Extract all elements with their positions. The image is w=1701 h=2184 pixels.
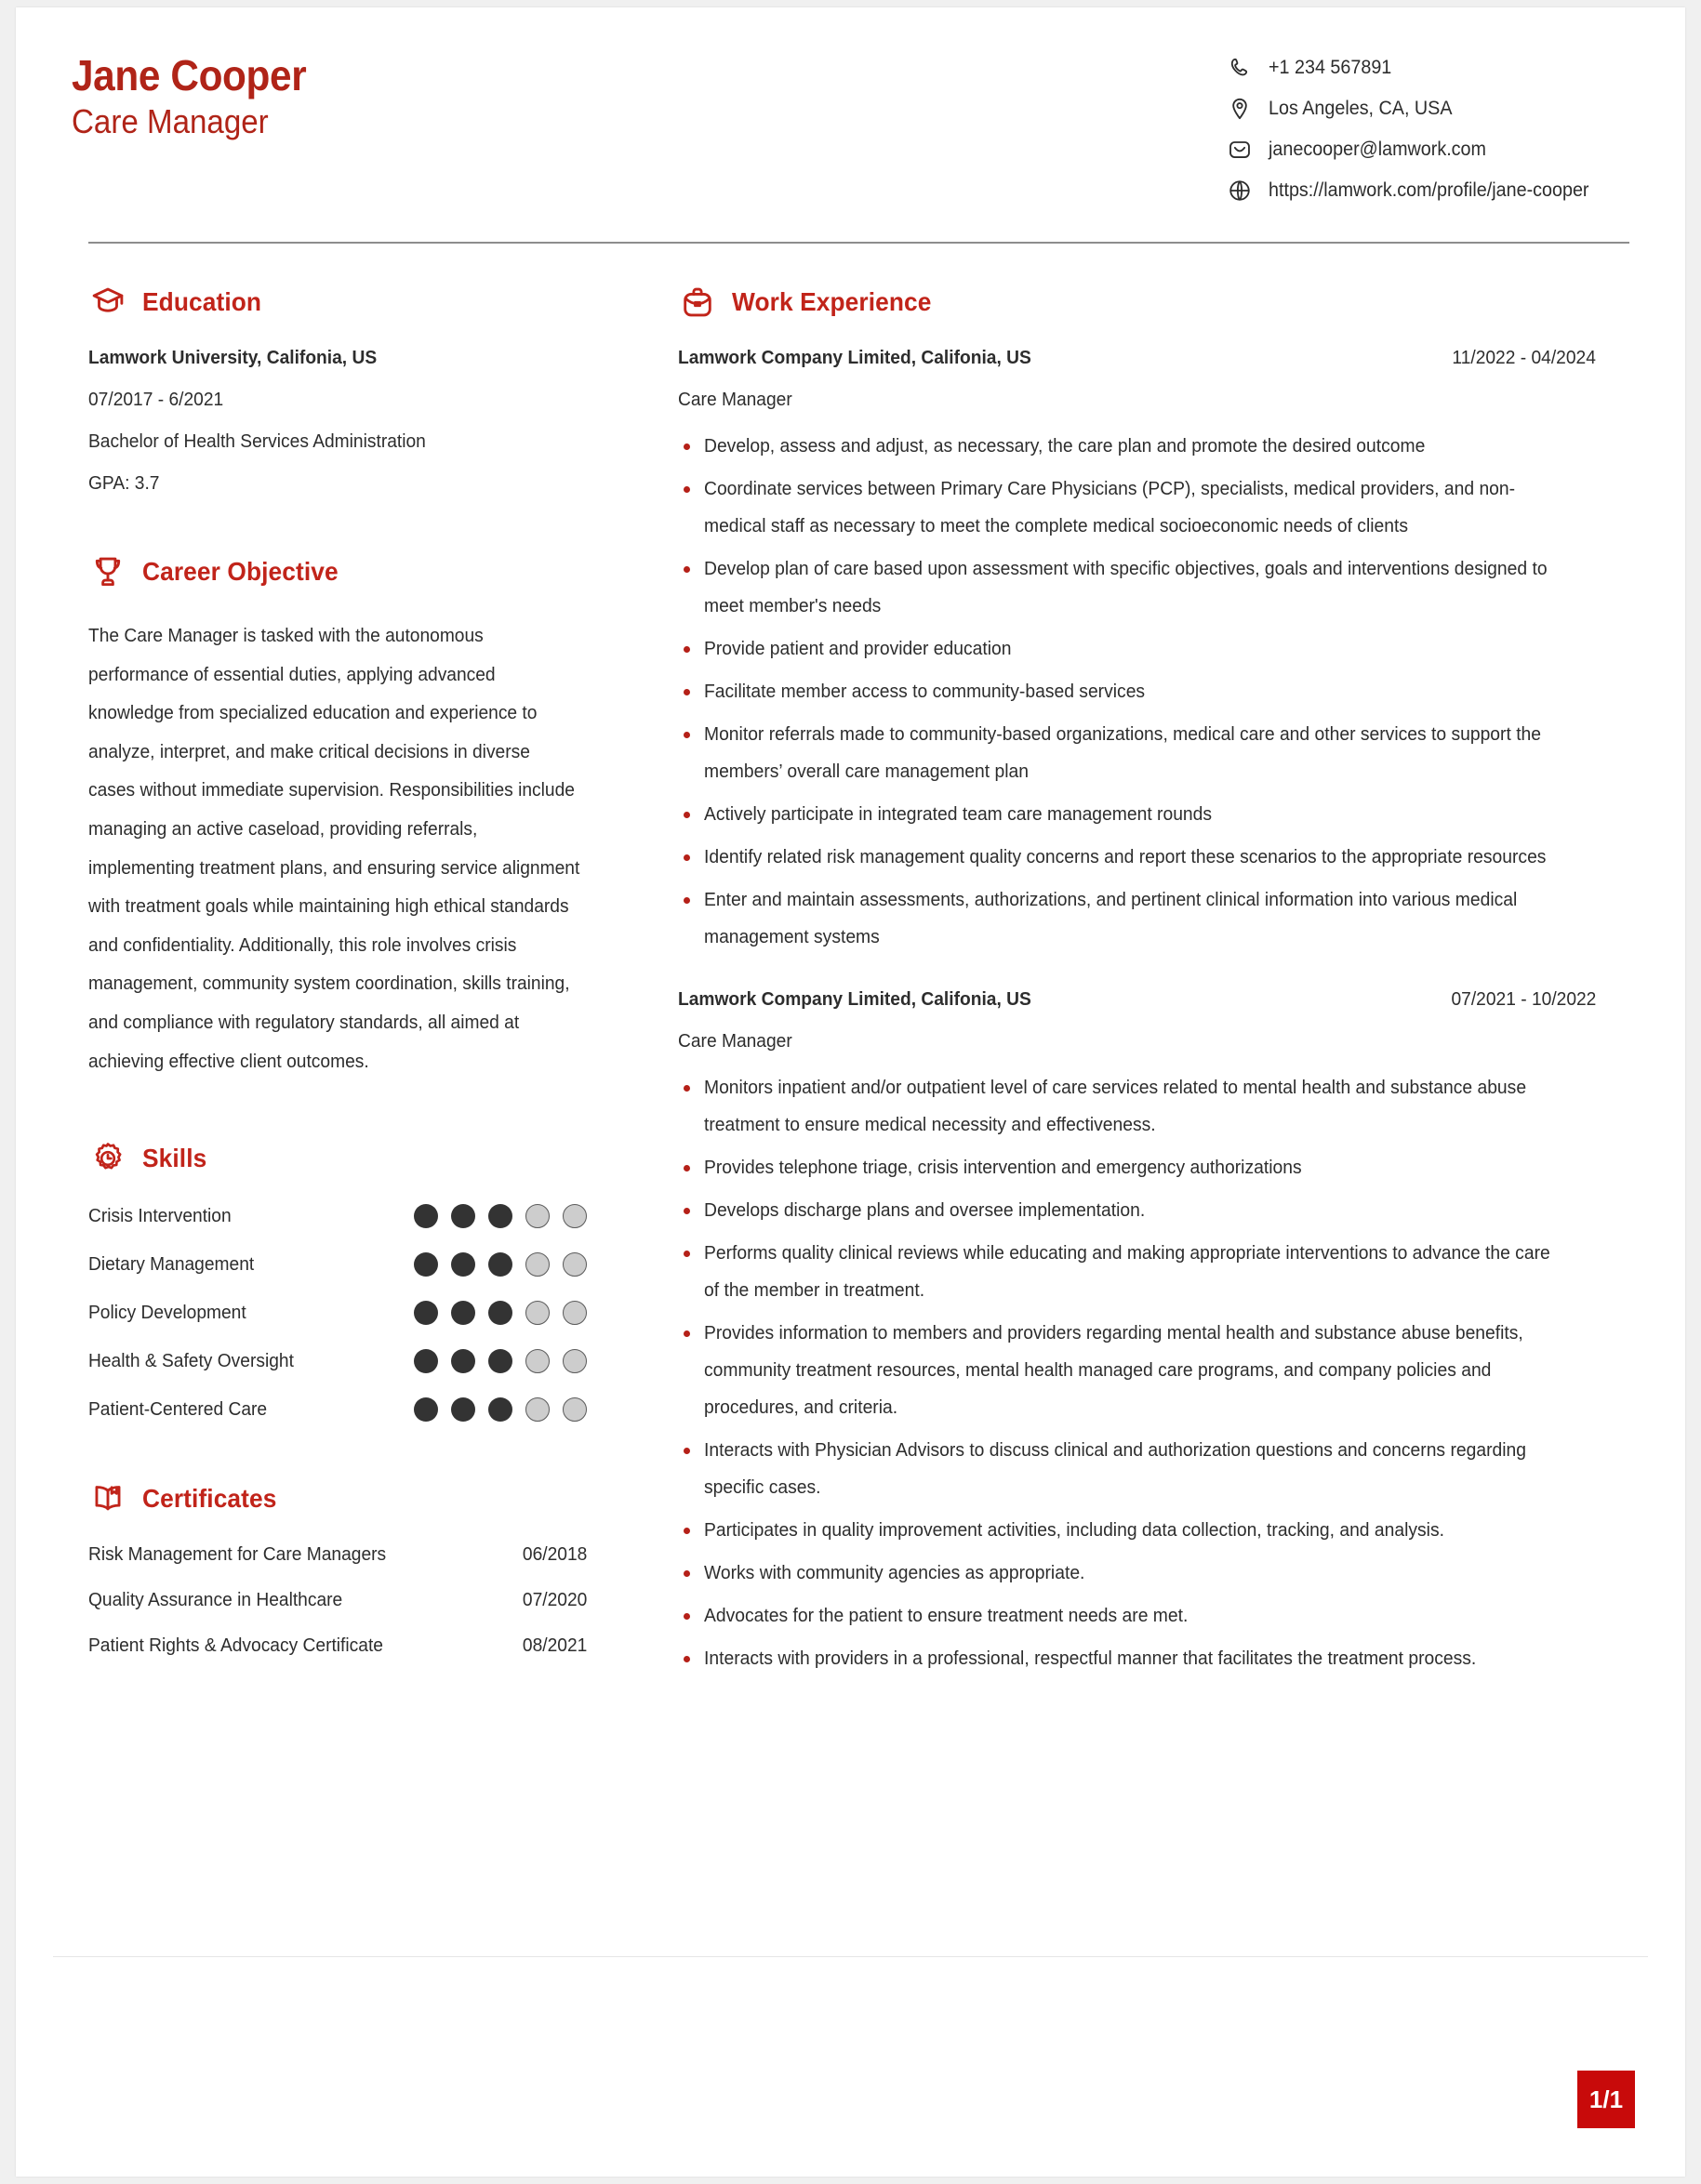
section-title-skills: Skills: [142, 1144, 207, 1173]
skill-rating: [414, 1204, 587, 1228]
resume-page: [16, 7, 1685, 2177]
contact-website-value: https://lamwork.com/profile/jane-cooper: [1268, 179, 1589, 202]
skill-dot: [525, 1252, 550, 1277]
skill-dot: [451, 1252, 475, 1277]
job-separator: [678, 965, 1596, 989]
bullet-text: Provide patient and provider education: [704, 639, 1012, 659]
list-item: [88, 1252, 602, 1277]
skill-dot: [488, 1349, 512, 1373]
job-dates: 11/2022 - 04/2024: [1452, 348, 1596, 368]
list-item: [678, 1235, 1596, 1309]
job-company: Lamwork Company Limited, Califonia, US: [678, 989, 1031, 1010]
bullet-text: Coordinate services between Primary Care Physicians (PCP), specialists, medical providers, and non-medical staff as necessary to meet the complete medical socioeconomic needs of clients: [704, 479, 1516, 536]
list-item: [678, 1512, 1596, 1549]
certificate-date: 08/2021: [522, 1635, 587, 1657]
list-item: [678, 839, 1596, 876]
location-pin-icon: [1226, 95, 1254, 123]
contact-phone-value: +1 234 567891: [1268, 57, 1391, 79]
job-dates: 07/2021 - 10/2022: [1451, 989, 1596, 1010]
skill-label: Health & Safety Oversight: [88, 1350, 294, 1371]
skill-dot: [414, 1349, 438, 1373]
job-role: Care Manager: [678, 390, 792, 410]
bullet-text: Develop plan of care based upon assessment with specific objectives, goals and interventions designed to meet member's needs: [704, 559, 1548, 616]
skill-dot: [451, 1349, 475, 1373]
list-item: [678, 1597, 1596, 1635]
bullet-text: Enter and maintain assessments, authorizations, and pertinent clinical information into various medical management systems: [704, 890, 1518, 947]
section-education: [88, 283, 602, 495]
page-title: Jane Cooper: [72, 51, 307, 99]
header-job-title: Care Manager: [72, 101, 269, 140]
list-item: [88, 1635, 602, 1657]
globe-icon: [1226, 177, 1254, 205]
skill-dot: [525, 1204, 550, 1228]
section-certificates: [88, 1479, 602, 1657]
list-item: [88, 1349, 602, 1373]
education-degree: Bachelor of Health Services Administration: [88, 431, 426, 452]
contact-email-value: janecooper@lamwork.com: [1268, 139, 1486, 161]
list-item: [88, 1544, 602, 1566]
bullet-text: Actively participate in integrated team care management rounds: [704, 804, 1213, 825]
bullet-text: Provides information to members and providers regarding mental health and substance abuse benefits, community treatment resources, mental health managed care programs, and company policies and procedures, and criteria.: [704, 1323, 1523, 1418]
bullet-text: Provides telephone triage, crisis intervention and emergency authorizations: [704, 1158, 1302, 1178]
list-item: [678, 428, 1596, 465]
graduation-cap-icon: [88, 283, 127, 322]
list-item: [678, 1069, 1596, 1144]
list-item: [678, 881, 1596, 956]
skill-dot: [488, 1252, 512, 1277]
skill-dot: [563, 1349, 587, 1373]
envelope-icon: [1226, 136, 1254, 164]
skill-dot: [414, 1252, 438, 1277]
contact-location-value: Los Angeles, CA, USA: [1268, 98, 1453, 120]
job-role: Care Manager: [678, 1031, 792, 1052]
bullet-text: Monitor referrals made to community-based organizations, medical care and other services to support the members’ overall care management plan: [704, 724, 1542, 782]
section-title-work-experience: Work Experience: [732, 287, 932, 316]
skill-dot: [563, 1397, 587, 1422]
job-bullet-list: [678, 1069, 1596, 1677]
bullet-text: Identify related risk management quality concerns and report these scenarios to the appropriate resources: [704, 847, 1547, 867]
section-header-certificates: [88, 1479, 602, 1518]
identity-block: [72, 43, 326, 142]
bullet-text: Facilitate member access to community-based services: [704, 682, 1146, 702]
list-item: [678, 470, 1596, 545]
contact-row-location[interactable]: [1226, 95, 1610, 123]
job-header: [678, 989, 1596, 1011]
section-title-education: Education: [142, 287, 262, 316]
trophy-icon: [88, 552, 127, 591]
certificate-date: 07/2020: [522, 1590, 587, 1611]
education-dates: 07/2017 - 6/2021: [88, 390, 224, 410]
skill-rating: [414, 1349, 587, 1373]
list-item: [678, 673, 1596, 710]
section-header-education: [88, 283, 602, 322]
skill-dot: [451, 1204, 475, 1228]
resume-header: [16, 7, 1685, 205]
bullet-text: Interacts with providers in a professional, respectful manner that facilitates the treatment process.: [704, 1648, 1477, 1669]
skill-dot: [525, 1301, 550, 1325]
skill-label: Patient-Centered Care: [88, 1398, 268, 1420]
resume-body: [16, 244, 1685, 1714]
section-career-objective: [88, 552, 602, 1081]
skill-dot: [414, 1204, 438, 1228]
certificate-date: 06/2018: [522, 1544, 587, 1566]
bullet-text: Participates in quality improvement activities, including data collection, tracking, and analysis.: [704, 1520, 1444, 1541]
section-header-work-experience: [678, 283, 1596, 322]
contact-row-email[interactable]: [1226, 136, 1610, 164]
job-header: [678, 348, 1596, 369]
bullet-text: Monitors inpatient and/or outpatient level of care services related to mental health and substance abuse treatment to ensure medical necessity and effectiveness.: [704, 1078, 1527, 1135]
list-item: [678, 1192, 1596, 1229]
education-gpa: GPA: 3.7: [88, 473, 160, 494]
section-title-career-objective: Career Objective: [142, 557, 339, 586]
education-school: Lamwork University, Califonia, US: [88, 348, 378, 368]
footer-divider: [53, 1956, 1648, 1957]
job-bullet-list: [678, 428, 1596, 956]
list-item: [678, 1640, 1596, 1677]
bullet-text: Develop, assess and adjust, as necessary, the care plan and promote the desired outcome: [704, 436, 1426, 457]
skills-list: [88, 1204, 602, 1422]
list-item: [88, 1204, 602, 1228]
contact-block: [1226, 43, 1630, 205]
skill-label: Policy Development: [88, 1302, 246, 1323]
skill-rating: [414, 1252, 587, 1277]
section-skills: [88, 1139, 602, 1422]
skill-dot: [563, 1301, 587, 1325]
skill-label: Dietary Management: [88, 1253, 255, 1275]
work-experience-entry: [678, 989, 1596, 1677]
list-item: [678, 1315, 1596, 1426]
phone-icon: [1226, 54, 1254, 82]
list-item: [678, 550, 1596, 625]
section-header-career-objective: [88, 552, 602, 591]
briefcase-icon: [678, 283, 717, 322]
certificate-name: Patient Rights & Advocacy Certificate: [88, 1635, 383, 1657]
list-item: [88, 1301, 602, 1325]
skill-dot: [488, 1204, 512, 1228]
left-column: [16, 244, 630, 1714]
bullet-text: Advocates for the patient to ensure treatment needs are met.: [704, 1606, 1189, 1626]
list-item: [678, 630, 1596, 668]
list-item: [678, 1149, 1596, 1186]
certificate-name: Risk Management for Care Managers: [88, 1544, 387, 1566]
contact-row-phone[interactable]: [1226, 54, 1610, 82]
skill-dot: [451, 1301, 475, 1325]
contact-row-website[interactable]: [1226, 177, 1610, 205]
certificate-name: Quality Assurance in Healthcare: [88, 1590, 343, 1611]
list-item: [88, 1397, 602, 1422]
skill-dot: [525, 1397, 550, 1422]
list-item: [678, 796, 1596, 833]
list-item: [678, 1432, 1596, 1506]
skill-dot: [488, 1397, 512, 1422]
open-book-icon: [88, 1479, 127, 1518]
skill-label: Crisis Intervention: [88, 1205, 232, 1226]
skill-rating: [414, 1301, 587, 1325]
bullet-text: Interacts with Physician Advisors to discuss clinical and authorization questions and concerns regarding specific cases.: [704, 1440, 1526, 1498]
list-item: [678, 1555, 1596, 1592]
skill-dot: [451, 1397, 475, 1422]
page-number-badge: 1/1: [1577, 2071, 1635, 2128]
skill-dot: [488, 1301, 512, 1325]
list-item: [88, 1590, 602, 1611]
skill-dot: [414, 1397, 438, 1422]
skill-dot: [414, 1301, 438, 1325]
gear-clock-icon: [88, 1139, 127, 1178]
certificates-list: [88, 1544, 602, 1657]
bullet-text: Develops discharge plans and oversee implementation.: [704, 1200, 1146, 1221]
skill-dot: [563, 1252, 587, 1277]
bullet-text: Works with community agencies as appropriate.: [704, 1563, 1085, 1583]
section-title-certificates: Certificates: [142, 1484, 277, 1514]
job-company: Lamwork Company Limited, Califonia, US: [678, 348, 1031, 368]
bullet-text: Performs quality clinical reviews while educating and making appropriate interventions to advance the care of the member in treatment.: [704, 1243, 1550, 1301]
skill-rating: [414, 1397, 587, 1422]
section-header-skills: [88, 1139, 602, 1178]
skill-dot: [563, 1204, 587, 1228]
skill-dot: [525, 1349, 550, 1373]
list-item: [678, 716, 1596, 790]
right-column: [630, 244, 1685, 1714]
career-objective-text: The Care Manager is tasked with the autonomous performance of essential duties, applying advanced knowledge from specialized education and experience to analyze, interpret, and make critical decisions in diverse cases without immediate supervision. Responsibilities include managing an active caseload, providing referrals, implementing treatment plans, and ensuring service alignment with treatment goals while maintaining high ethical standards and confidentiality. Additionally, this role involves crisis management, community system coordination, skills training, and compliance with regulatory standards, all aimed at achieving effective client outcomes.: [88, 626, 580, 1072]
work-experience-entry: [678, 348, 1596, 956]
